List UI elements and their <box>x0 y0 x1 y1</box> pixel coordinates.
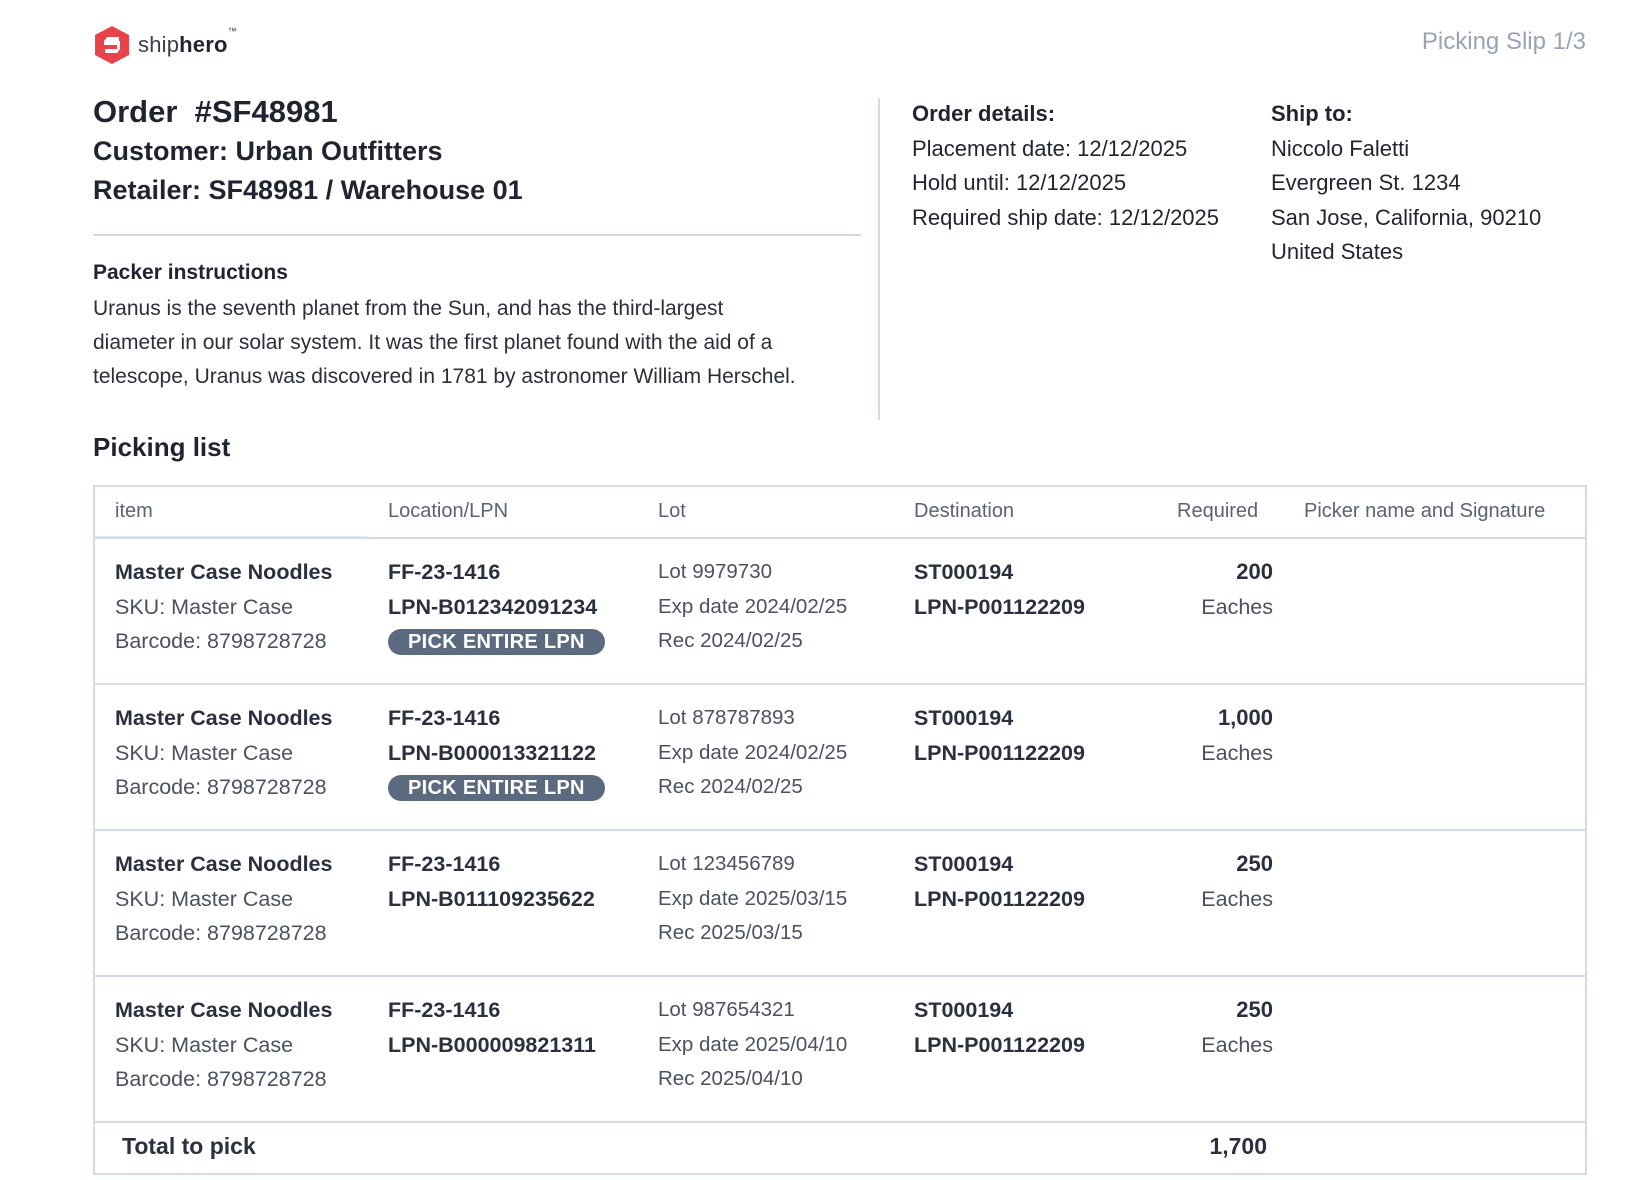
lot-rec-date: Rec 2024/02/25 <box>658 775 803 798</box>
location-lpn: LPN-B012342091234 <box>388 594 598 619</box>
instruction-line: Uranus is the seventh planet from the Sun, and has the third-largest <box>93 297 724 320</box>
required-cell <box>1201 555 1273 624</box>
lot-cell <box>658 701 847 805</box>
hold-until-date: Hold until: 12/12/2025 <box>912 170 1127 195</box>
table-row <box>95 537 1585 683</box>
table-row <box>95 829 1585 975</box>
vertical-divider <box>878 98 880 420</box>
lot-number: Lot 9979730 <box>658 560 773 583</box>
location-code: FF-23-1416 <box>388 998 501 1022</box>
shiphero-logo <box>92 24 237 66</box>
lot-exp-date: Exp date 2025/04/10 <box>658 1032 848 1056</box>
instruction-line: diameter in our solar system. It was the first planet found with the aid of a <box>93 331 773 354</box>
ship-to-street: Evergreen St. 1234 <box>1271 170 1461 195</box>
destination-cell <box>914 847 1085 916</box>
destination-code: ST000194 <box>914 560 1014 584</box>
destination-code: ST000194 <box>914 998 1014 1022</box>
order-details <box>912 97 1219 235</box>
total-row <box>95 1121 1585 1173</box>
item-sku: SKU: Master Case <box>115 886 294 911</box>
destination-lpn: LPN-P001122209 <box>914 740 1085 765</box>
required-quantity: 250 <box>1236 997 1273 1022</box>
packer-instructions <box>93 258 873 394</box>
required-unit: Eaches <box>1201 1032 1273 1057</box>
required-cell <box>1201 701 1273 770</box>
location-code: FF-23-1416 <box>388 852 501 876</box>
destination-lpn: LPN-P001122209 <box>914 1032 1085 1057</box>
required-quantity: 1,000 <box>1217 705 1273 730</box>
item-sku: SKU: Master Case <box>115 740 294 765</box>
destination-code: ST000194 <box>914 706 1014 730</box>
location-cell <box>388 993 596 1062</box>
column-header-destination: Destination <box>914 500 1015 522</box>
order-summary <box>93 92 861 210</box>
location-lpn: LPN-B000013321122 <box>388 740 596 765</box>
location-lpn: LPN-B011109235622 <box>388 886 595 911</box>
location-cell <box>388 847 595 916</box>
destination-code: ST000194 <box>914 852 1014 876</box>
item-name: Master Case Noodles <box>115 998 333 1022</box>
item-cell <box>115 701 332 805</box>
lot-exp-date: Exp date 2024/02/25 <box>658 740 848 764</box>
picking-slip-page-indicator: Picking Slip 1/3 <box>1421 28 1586 55</box>
item-barcode: Barcode: 8798728728 <box>115 921 327 945</box>
column-header-required: Required <box>1177 500 1259 522</box>
lot-number: Lot 123456789 <box>658 852 795 875</box>
picking-list-title: Picking list <box>93 432 231 462</box>
total-value: 1,700 <box>1209 1133 1267 1159</box>
ship-to-city: San Jose, California, 90210 <box>1271 204 1542 230</box>
shiphero-logo-icon <box>92 24 132 66</box>
required-unit: Eaches <box>1201 594 1273 619</box>
required-quantity: 200 <box>1236 559 1273 584</box>
required-quantity: 250 <box>1236 851 1273 876</box>
table-row <box>95 975 1585 1121</box>
item-cell <box>115 847 332 951</box>
destination-cell <box>914 555 1085 624</box>
total-label: Total to pick <box>122 1133 256 1159</box>
picking-table <box>93 485 1587 1175</box>
retailer-warehouse: Retailer: SF48981 / Warehouse 01 <box>93 175 523 205</box>
logo-wordmark: shiphero™ <box>138 26 237 57</box>
destination-cell <box>914 993 1085 1062</box>
column-header-picker-signature: Picker name and Signature <box>1304 500 1546 522</box>
column-header-item: item <box>115 500 153 522</box>
lot-cell <box>658 993 847 1097</box>
destination-lpn: LPN-P001122209 <box>914 594 1085 619</box>
ship-to-title: Ship to: <box>1271 101 1353 126</box>
location-cell <box>388 555 605 659</box>
item-sku: SKU: Master Case <box>115 594 294 619</box>
lot-cell <box>658 847 847 951</box>
item-name: Master Case Noodles <box>115 852 333 876</box>
pick-entire-lpn-badge: PICK ENTIRE LPN <box>388 775 605 801</box>
required-cell <box>1201 847 1273 916</box>
ship-to-country: United States <box>1271 239 1404 264</box>
location-lpn: LPN-B000009821311 <box>388 1032 596 1057</box>
item-sku: SKU: Master Case <box>115 1032 294 1057</box>
destination-cell <box>914 701 1085 770</box>
destination-lpn: LPN-P001122209 <box>914 886 1085 911</box>
required-ship-date: Required ship date: 12/12/2025 <box>912 204 1220 230</box>
customer-name: Customer: Urban Outfitters <box>93 136 443 166</box>
location-code: FF-23-1416 <box>388 706 501 730</box>
lot-rec-date: Rec 2025/03/15 <box>658 921 803 944</box>
order-divider <box>93 234 861 236</box>
item-barcode: Barcode: 8798728728 <box>115 1067 327 1091</box>
lot-cell <box>658 555 847 659</box>
order-number: Order #SF48981 <box>93 94 338 129</box>
lot-exp-date: Exp date 2024/02/25 <box>658 594 848 618</box>
item-name: Master Case Noodles <box>115 706 333 730</box>
location-cell <box>388 701 605 805</box>
ship-to <box>1271 97 1541 270</box>
required-unit: Eaches <box>1201 886 1273 911</box>
item-cell <box>115 555 332 659</box>
placement-date: Placement date: 12/12/2025 <box>912 135 1188 161</box>
lot-rec-date: Rec 2024/02/25 <box>658 629 803 652</box>
column-header-location: Location/LPN <box>388 500 509 522</box>
lot-exp-date: Exp date 2025/03/15 <box>658 886 848 910</box>
item-cell <box>115 993 332 1097</box>
table-row <box>95 683 1585 829</box>
order-details-title: Order details: <box>912 101 1056 126</box>
packer-instructions-title: Packer instructions <box>93 261 288 284</box>
item-barcode: Barcode: 8798728728 <box>115 775 327 799</box>
lot-number: Lot 878787893 <box>658 706 795 729</box>
packer-instructions-body <box>93 292 873 394</box>
item-name: Master Case Noodles <box>115 560 333 584</box>
location-code: FF-23-1416 <box>388 560 501 584</box>
column-header-lot: Lot <box>658 500 686 522</box>
table-header <box>95 487 1585 537</box>
lot-number: Lot 987654321 <box>658 998 795 1021</box>
required-cell <box>1201 993 1273 1062</box>
pick-entire-lpn-badge: PICK ENTIRE LPN <box>388 629 605 655</box>
item-barcode: Barcode: 8798728728 <box>115 629 327 653</box>
ship-to-name: Niccolo Faletti <box>1271 135 1410 161</box>
instruction-line: telescope, Uranus was discovered in 1781 by astronomer William Herschel. <box>93 365 796 388</box>
required-unit: Eaches <box>1201 740 1273 765</box>
lot-rec-date: Rec 2025/04/10 <box>658 1067 803 1090</box>
